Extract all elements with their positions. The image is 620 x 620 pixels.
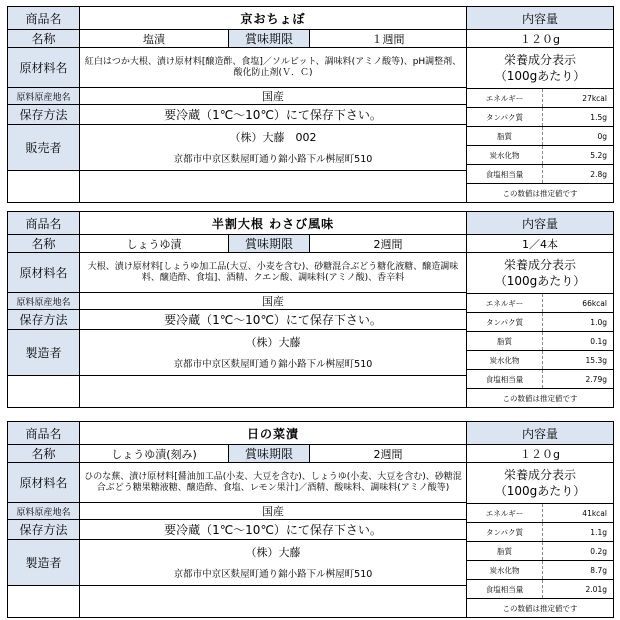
storage-value: 要冷蔵（1℃～10℃）にて保存下さい。 <box>79 309 467 330</box>
best-before-label: 賞味期限 <box>228 234 310 253</box>
storage-value: 要冷蔵（1℃～10℃）にて保存下さい。 <box>79 104 467 125</box>
company-label: 販売者 <box>7 124 80 171</box>
best-before-value: 2週間 <box>309 234 467 253</box>
nutrition-panel <box>466 47 614 203</box>
blank-label-cell <box>7 375 80 408</box>
product-title: 日の菜漬 <box>79 421 467 445</box>
blank-label-cell <box>7 170 80 203</box>
nutrient-name: 炭水化物 <box>489 565 520 575</box>
content-label: 内容量 <box>466 6 614 30</box>
origin-label: 原料原産地名 <box>7 87 80 105</box>
nutrition-row <box>467 294 613 313</box>
blank-value-cell <box>79 585 467 618</box>
nutrition-row <box>467 351 613 370</box>
product-name-label: 商品名 <box>7 6 80 30</box>
nutrient-value: 0g <box>542 127 613 145</box>
nutrition-row <box>467 313 613 332</box>
company-address: 京都市中京区麩屋町通り錦小路下ル桝屋町510 <box>173 154 373 165</box>
origin-value: 国産 <box>79 87 467 105</box>
nutrient-value: 1.0g <box>542 313 613 331</box>
content-label: 内容量 <box>466 211 614 235</box>
name-label: 名称 <box>7 444 80 463</box>
nutrition-panel <box>466 462 614 618</box>
best-before-label: 賞味期限 <box>228 444 310 463</box>
name-label: 名称 <box>7 234 80 253</box>
storage-label: 保存方法 <box>7 104 80 125</box>
origin-label: 原料原産地名 <box>7 502 80 520</box>
content-value: １２０g <box>466 29 614 48</box>
company-label: 製造者 <box>7 539 80 586</box>
nutrient-name: 炭水化物 <box>489 150 520 160</box>
blank-value-cell <box>79 170 467 203</box>
nutrition-row <box>467 580 613 599</box>
best-before-value: 2週間 <box>309 444 467 463</box>
company-name: （株）大藤 <box>245 546 301 559</box>
nutrition-per: （100gあたり） <box>494 69 586 83</box>
nutrient-name: 食塩相当量 <box>485 169 524 179</box>
nutrient-name: タンパク質 <box>486 112 523 122</box>
nutrient-value: 0.1g <box>542 332 613 350</box>
nutrient-name: エネルギー <box>485 298 524 308</box>
product-name-label: 商品名 <box>7 421 80 445</box>
nutrition-note: この数値は推定値です <box>502 394 578 403</box>
nutrient-name: タンパク質 <box>486 317 523 327</box>
nutrition-row <box>467 504 613 523</box>
nutrition-title: 栄養成分表示 <box>503 468 576 482</box>
ingredients-label: 原材料名 <box>7 252 80 293</box>
nutrient-name: エネルギー <box>485 508 524 518</box>
nutrition-row <box>467 332 613 351</box>
content-value: １２０g <box>466 444 614 463</box>
nutrient-value: 27kcal <box>542 89 613 107</box>
company-name: （株）大藤 002 <box>229 131 317 144</box>
content-value: 1／4本 <box>466 234 614 253</box>
nutrition-note: この数値は推定値です <box>502 604 578 613</box>
ingredients-value: ひのな蕪、漬け原材料[醤油加工品(小麦、大豆を含む)、しょうゆ(小麦、大豆を含む)、砂糖混合ぶどう糖果糖液糖、醸造酢、食塩、レモン果汁]／酒精、酸味料、調味料(アミノ酸等) <box>79 462 467 503</box>
nutrient-name: 脂質 <box>497 131 512 141</box>
nutrition-row <box>467 523 613 542</box>
nutrient-value: 1.1g <box>542 523 613 541</box>
product-title: 半割大根 わさび風味 <box>79 211 467 235</box>
ingredients-value: 紅白はつか大根、漬け原材料[醸造酢、食塩]／ソルビット、調味料(アミノ酸等)、pH調整剤、酸化防止剤(Ｖ．Ｃ) <box>79 47 467 88</box>
nutrient-name: 脂質 <box>497 546 512 556</box>
nutrition-note: この数値は推定値です <box>502 189 578 198</box>
nutrient-value: 2.01g <box>542 580 613 598</box>
storage-value: 要冷蔵（1℃～10℃）にて保存下さい。 <box>79 519 467 540</box>
nutrition-title: 栄養成分表示 <box>503 53 576 67</box>
company-info <box>79 539 467 586</box>
nutrient-value: 15.3g <box>542 351 613 369</box>
nutrition-row <box>467 89 613 108</box>
name-label: 名称 <box>7 29 80 48</box>
nutrition-header <box>467 463 613 504</box>
blank-value-cell <box>79 375 467 408</box>
product-title: 京おちょぼ <box>79 6 467 30</box>
company-address: 京都市中京区麩屋町通り錦小路下ル桝屋町510 <box>173 569 373 580</box>
product-name-value: 塩漬 <box>79 29 229 48</box>
origin-value: 国産 <box>79 292 467 310</box>
nutrient-name: エネルギー <box>485 93 524 103</box>
company-info <box>79 124 467 171</box>
nutrient-value: 41kcal <box>542 504 613 522</box>
nutrient-value: 5.2g <box>542 146 613 164</box>
nutrient-name: 脂質 <box>497 336 512 346</box>
nutrition-row <box>467 370 613 389</box>
company-info <box>79 329 467 376</box>
nutrition-header <box>467 48 613 89</box>
company-address: 京都市中京区麩屋町通り錦小路下ル桝屋町510 <box>173 359 373 370</box>
nutrition-row <box>467 108 613 127</box>
product-name-value: しょうゆ漬(刻み) <box>79 444 229 463</box>
nutrition-title: 栄養成分表示 <box>503 258 576 272</box>
nutrient-value: 0.2g <box>542 542 613 560</box>
product-name-label: 商品名 <box>7 211 80 235</box>
nutrition-row <box>467 127 613 146</box>
nutrition-row <box>467 542 613 561</box>
company-label: 製造者 <box>7 329 80 376</box>
nutrition-header <box>467 253 613 294</box>
origin-value: 国産 <box>79 502 467 520</box>
storage-label: 保存方法 <box>7 519 80 540</box>
content-label: 内容量 <box>466 421 614 445</box>
nutrient-value: 2.79g <box>542 370 613 388</box>
nutrition-row <box>467 146 613 165</box>
ingredients-value: 大根、漬け原材料[しょうゆ加工品(大豆、小麦を含む)、砂糖混合ぶどう糖化液糖、醸造調味料、醸造酢、食塩]、酒精、クエン酸、調味料(アミノ酸)、香辛料 <box>79 252 467 293</box>
ingredients-label: 原材料名 <box>7 462 80 503</box>
nutrition-row <box>467 165 613 184</box>
nutrient-value: 1.5g <box>542 108 613 126</box>
nutrient-value: 66kcal <box>542 294 613 312</box>
nutrient-name: 食塩相当量 <box>485 584 524 594</box>
nutrient-value: 2.8g <box>542 165 613 183</box>
nutrient-name: 炭水化物 <box>489 355 520 365</box>
storage-label: 保存方法 <box>7 309 80 330</box>
nutrient-value: 8.7g <box>542 561 613 579</box>
nutrition-row <box>467 561 613 580</box>
ingredients-label: 原材料名 <box>7 47 80 88</box>
best-before-value: １週間 <box>309 29 467 48</box>
best-before-label: 賞味期限 <box>228 29 310 48</box>
company-name: （株）大藤 <box>245 336 301 349</box>
nutrition-per: （100gあたり） <box>494 484 586 498</box>
origin-label: 原料原産地名 <box>7 292 80 310</box>
nutrient-name: タンパク質 <box>486 527 523 537</box>
nutrition-panel <box>466 252 614 408</box>
nutrition-per: （100gあたり） <box>494 274 586 288</box>
nutrient-name: 食塩相当量 <box>485 374 524 384</box>
product-name-value: しょうゆ漬 <box>79 234 229 253</box>
blank-label-cell <box>7 585 80 618</box>
